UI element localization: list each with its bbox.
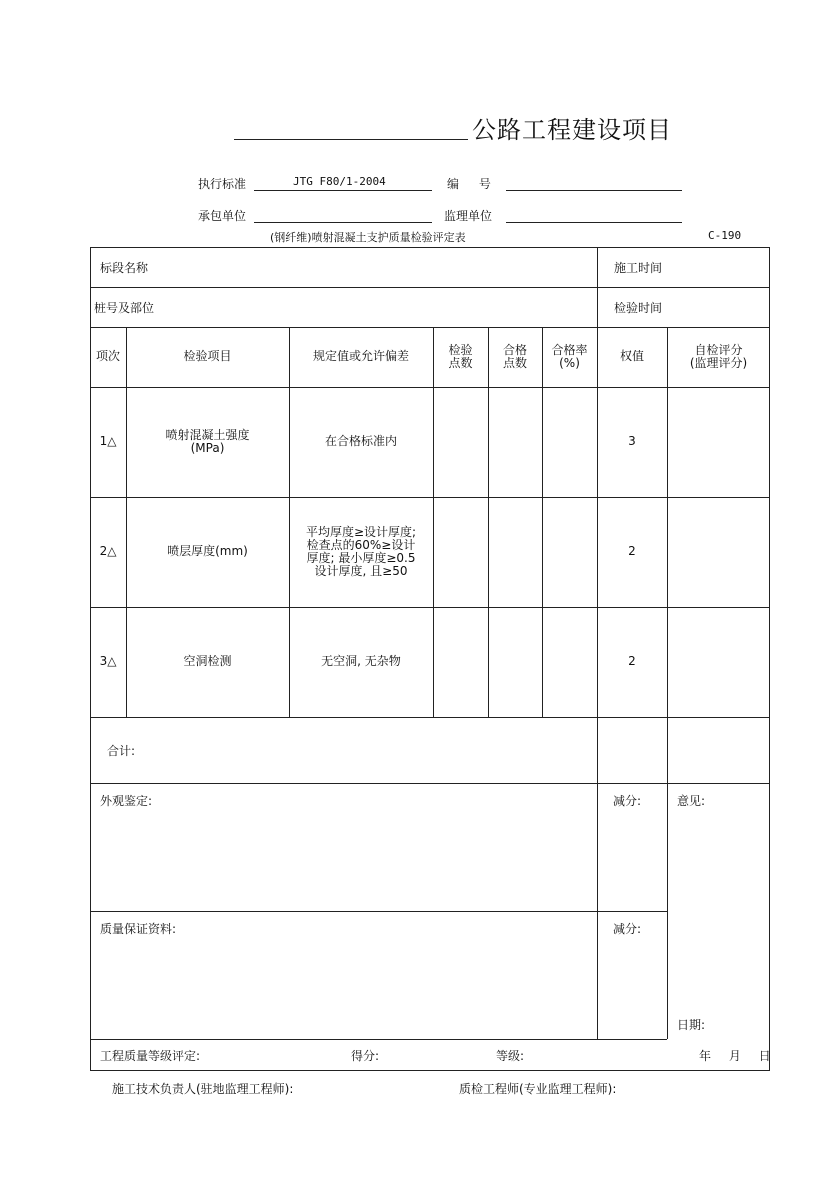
appearance-deduct-label: 减分: <box>613 794 642 808</box>
col-header-spec: 规定值或允许偏差 <box>312 349 409 364</box>
quality-docs-deduct-label: 减分: <box>613 922 642 936</box>
section-name-label: 标段名称 <box>100 260 149 275</box>
row2-spec-line4: 设计厚度, 且≥50 <box>314 564 408 579</box>
col-header-pass-rate-line2: (%) <box>559 356 580 370</box>
year-month-day: 年 月 日 <box>699 1048 771 1063</box>
col-header-item: 检验项目 <box>183 349 232 364</box>
number-label: 编 号 <box>447 177 491 191</box>
row-line <box>90 783 770 784</box>
row1-item-line1: 喷射混凝土强度 <box>165 427 250 442</box>
row2-no: 2△ <box>99 544 117 559</box>
standard-underline <box>254 190 432 191</box>
row-line <box>90 911 667 912</box>
col-line <box>667 327 668 1039</box>
row3-item: 空洞检测 <box>183 654 232 669</box>
row2-spec-line2: 检查点的60%≥设计 <box>306 537 416 552</box>
build-time-label: 施工时间 <box>614 260 663 275</box>
col-header-item-no: 项次 <box>95 349 120 364</box>
sign-left-label: 施工技术负责人(驻地监理工程师): <box>112 1082 294 1096</box>
col-header-score <box>667 327 770 387</box>
standard-value: JTG F80/1-2004 <box>293 175 386 188</box>
row1-spec: 在合格标准内 <box>324 434 397 449</box>
row2-spec-line1: 平均厚度≥设计厚度; <box>305 524 417 539</box>
opinion-label: 意见: <box>677 794 706 808</box>
col-header-check-points-line2: 点数 <box>448 356 473 370</box>
supervisor-underline <box>506 222 682 223</box>
score-label: 得分: <box>351 1048 380 1063</box>
contractor-label: 承包单位 <box>198 209 247 223</box>
col-header-pass-rate <box>542 327 597 387</box>
title-blank-line <box>234 139 468 140</box>
total-label: 合计: <box>107 743 136 758</box>
col-header-pass-points <box>488 327 542 387</box>
row2-item: 喷层厚度(mm) <box>167 544 248 559</box>
row1-no: 1△ <box>99 434 117 449</box>
form-name: (钢纤维)喷射混凝土支护质量检验评定表 <box>270 231 466 244</box>
row2-spec <box>289 497 433 607</box>
pile-position-label: 桩号及部位 <box>94 300 155 315</box>
row3-no: 3△ <box>99 654 117 669</box>
row3-spec: 无空洞, 无杂物 <box>321 654 401 669</box>
row3-weight: 2 <box>628 654 636 669</box>
grade-eval-label: 工程质量等级评定: <box>100 1048 201 1063</box>
col-header-pass-points-line1: 合格 <box>502 342 527 357</box>
col-header-pass-rate-line1: 合格率 <box>551 342 588 357</box>
col-header-score-line1: 自检评分 <box>694 342 743 357</box>
row2-weight: 2 <box>628 544 636 559</box>
row-line <box>90 287 770 288</box>
col-header-check-points-line1: 检验 <box>448 342 473 357</box>
row1-weight: 3 <box>628 434 636 449</box>
number-underline <box>506 190 682 191</box>
col-header-score-line2: (监理评分) <box>689 356 748 370</box>
row1-item <box>126 387 289 497</box>
row1-item-line2: (MPa) <box>190 441 225 455</box>
page-title: 公路工程建设项目 <box>472 116 672 144</box>
row-line <box>90 717 770 718</box>
check-time-label: 检验时间 <box>614 300 663 315</box>
form-code: C-190 <box>708 229 742 242</box>
standard-label: 执行标准 <box>198 177 247 191</box>
supervisor-label: 监理单位 <box>444 209 493 223</box>
contractor-underline <box>254 222 432 223</box>
col-header-check-points <box>433 327 488 387</box>
appearance-label: 外观鉴定: <box>100 794 153 808</box>
sign-right-label: 质检工程师(专业监理工程师): <box>459 1082 617 1096</box>
quality-docs-label: 质量保证资料: <box>100 922 177 936</box>
col-header-weight: 权值 <box>619 349 644 364</box>
grade-label: 等级: <box>496 1048 525 1063</box>
row2-spec-line3: 厚度; 最小厚度≥0.5 <box>306 551 416 565</box>
col-header-pass-points-line2: 点数 <box>502 356 527 370</box>
date-label: 日期: <box>677 1018 706 1032</box>
col-line <box>597 247 598 327</box>
